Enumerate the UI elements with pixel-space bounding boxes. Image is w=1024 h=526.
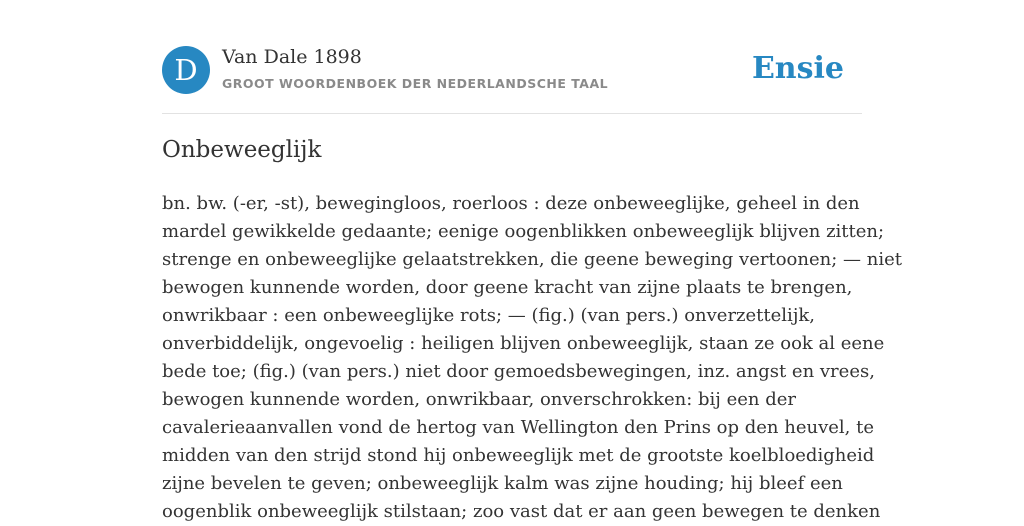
header-divider xyxy=(162,113,862,114)
definition-line: bede toe; (fig.) (van pers.) niet door gemoedsbewegingen, inz. angst en vrees, xyxy=(162,361,875,382)
definition-text xyxy=(162,190,902,526)
entry-header xyxy=(162,46,862,96)
definition-line: onverbiddelijk, ongevoelig : heiligen blijven onbeweeglijk, staan ze ook al eene xyxy=(162,333,885,354)
definition-line: mardel gewikkelde gedaante; eenige oogenblikken onbeweeglijk blijven zitten; xyxy=(162,221,885,242)
definition-line: onwrikbaar : een onbeweeglijke rots; — (fig.) (van pers.) onverzettelijk, xyxy=(162,305,816,326)
brand-logo[interactable]: Ensie xyxy=(751,51,844,86)
definition-line: zijne bevelen te geven; onbeweeglijk kalm was zijne houding; hij bleef een xyxy=(162,473,843,494)
headword: Onbeweeglijk xyxy=(162,137,322,163)
source-subtitle: GROOT WOORDENBOEK DER NEDERLANDSCHE TAAL xyxy=(222,76,609,91)
definition-line: bewogen kunnende worden, onwrikbaar, onverschrokken: bij een der xyxy=(162,389,796,410)
definition-line: midden van den strijd stond hij onbeweeglijk met de grootste koelbloedigheid xyxy=(162,445,875,466)
definition-line: bewogen kunnende worden, door geene kracht van zijne plaats te brengen, xyxy=(162,277,853,298)
definition-line: bn. bw. (-er, -st), bewegingloos, roerloos : deze onbeweeglijke, geheel in den xyxy=(162,193,860,214)
source-title[interactable]: Van Dale 1898 xyxy=(222,46,362,68)
definition-line: oogenblik onbeweeglijk stilstaan; zoo vast dat er aan geen bewegen te denken xyxy=(162,501,881,522)
definition-line: cavalerieaanvallen vond de hertog van Wellington den Prins op den heuvel, te xyxy=(162,417,874,438)
definition-line: strenge en onbeweeglijke gelaatstrekken, die geene beweging vertoonen; — niet xyxy=(162,249,902,270)
dictionary-badge[interactable]: D xyxy=(162,46,210,94)
